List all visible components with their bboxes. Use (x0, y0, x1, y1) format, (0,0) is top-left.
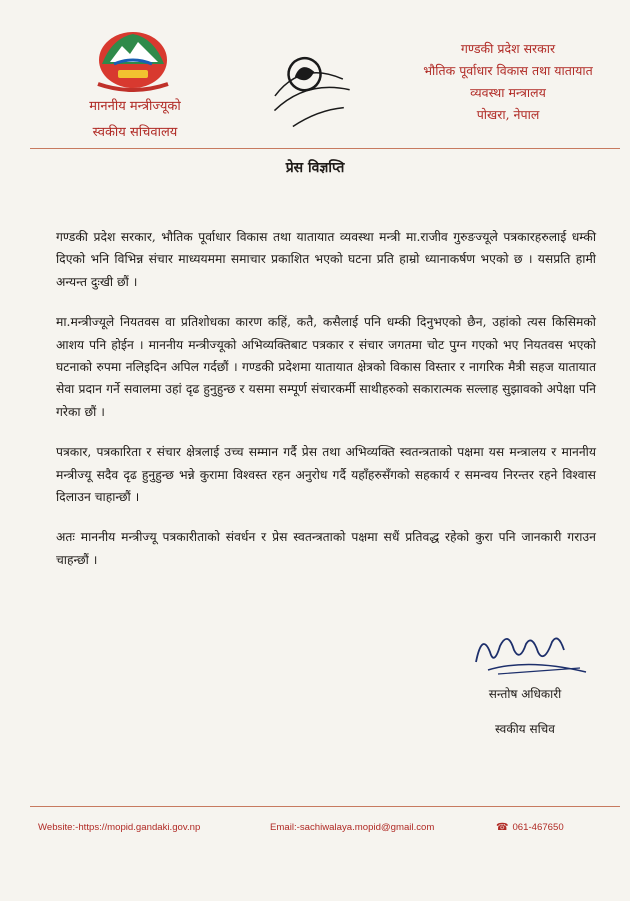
document-title: प्रेस विज्ञप्ति (285, 160, 345, 176)
document-body (56, 226, 596, 589)
right-office-line: भौतिक पूर्वाधार विकास तथा यातायात (423, 63, 593, 78)
right-office-line: गण्डकी प्रदेश सरकार (460, 41, 556, 56)
footer-phone-number: 061-467650 (512, 822, 564, 833)
body-paragraph: मा.मन्त्रीज्यूले नियतवस वा प्रतिशोधका कारण कहिं, कतै, कसैलाई पनि धम्की दिनुभएको छैन, उहांको त्यस किसिमको आशय पनि होईन । माननीय मन्त्रीज्यूको अभिव्यक्तिबाट पत्रकार र संचार जगतमा चोट पुग्न गएको भए नियतवस भएको घटनाको रुपमा नलिइदिन अपिल गर्दछौं । गण्डकी प्रदेशमा यातायात क्षेत्रको विकास विस्तार र नागरिक मैत्री सहज यातायात सेवा प्रदान गर्ने सवालमा उहां दृढ हुनुहुन्छ र यसमा सम्पूर्ण संचारकर्मी साथीहरुको सकारात्मक सल्लाह सुझावको अपेक्षा पनि गरेका छौं । (56, 315, 596, 419)
signatory-name: सन्तोष अधिकारी (488, 687, 562, 701)
footer-website-link[interactable]: Website:-https://mopid.gandaki.gov.np (38, 822, 201, 833)
left-office-block (60, 94, 210, 146)
handwritten-signature (468, 622, 598, 684)
right-office-block (398, 38, 618, 126)
footer (38, 822, 598, 842)
right-office-line: पोखरा, नेपाल (476, 107, 540, 122)
ministry-seal-stamp (250, 30, 362, 130)
footer-divider (30, 806, 620, 807)
left-office-line: माननीय मन्त्रीज्यूको (89, 99, 181, 114)
left-office-line: स्वकीय सचिवालय (92, 125, 178, 140)
right-office-line: व्यवस्था मन्त्रालय (470, 85, 546, 100)
body-paragraph: पत्रकार, पत्रकारिता र संचार क्षेत्रलाई उच्च सम्मान गर्दै प्रेस तथा अभिव्यक्ति स्वतन्त्रताको पक्षमा यस मन्त्रालय र माननीय मन्त्रीज्यू सदैव दृढ हुनुहुन्छ भन्ने कुरामा विश्वस्त रहन अनुरोध गर्दै यहाँहरुसँगको सहकार्य र समन्वय निरन्तर रहने विश्वास दिलाउन चाहान्छौं । (56, 445, 596, 505)
footer-email-link[interactable]: Email:-sachiwalaya.mopid@gmail.com (270, 822, 435, 833)
header-divider (30, 148, 620, 149)
body-paragraph: गण्डकी प्रदेश सरकार, भौतिक पूर्वाधार विकास तथा यातायात व्यवस्था मन्त्री मा.राजीव गुरुङज्यूले पत्रकारहरुलाई धम्की दिएको भनि विभिन्न संचार माध्ययममा समाचार प्रकाशित भएको घटना प्रति हाम्रो ध्यानाकर्षण भएको छ । यसप्रति हामी अन्यन्त दुःखी छौं । (56, 230, 596, 289)
phone-icon: ☎ (496, 822, 509, 833)
footer-phone (496, 822, 564, 833)
body-paragraph: अतः माननीय मन्त्रीज्यू पत्रकारीताको संवर्धन र प्रेस स्वतन्त्रताको पक्षमा सधैं प्रतिवद्ध रहेको कुरा पनि जानकारी गराउन चाहन्छौं । (56, 530, 596, 567)
nepal-emblem-icon (92, 24, 174, 92)
signatory-title: स्वकीय सचिव (495, 722, 555, 736)
